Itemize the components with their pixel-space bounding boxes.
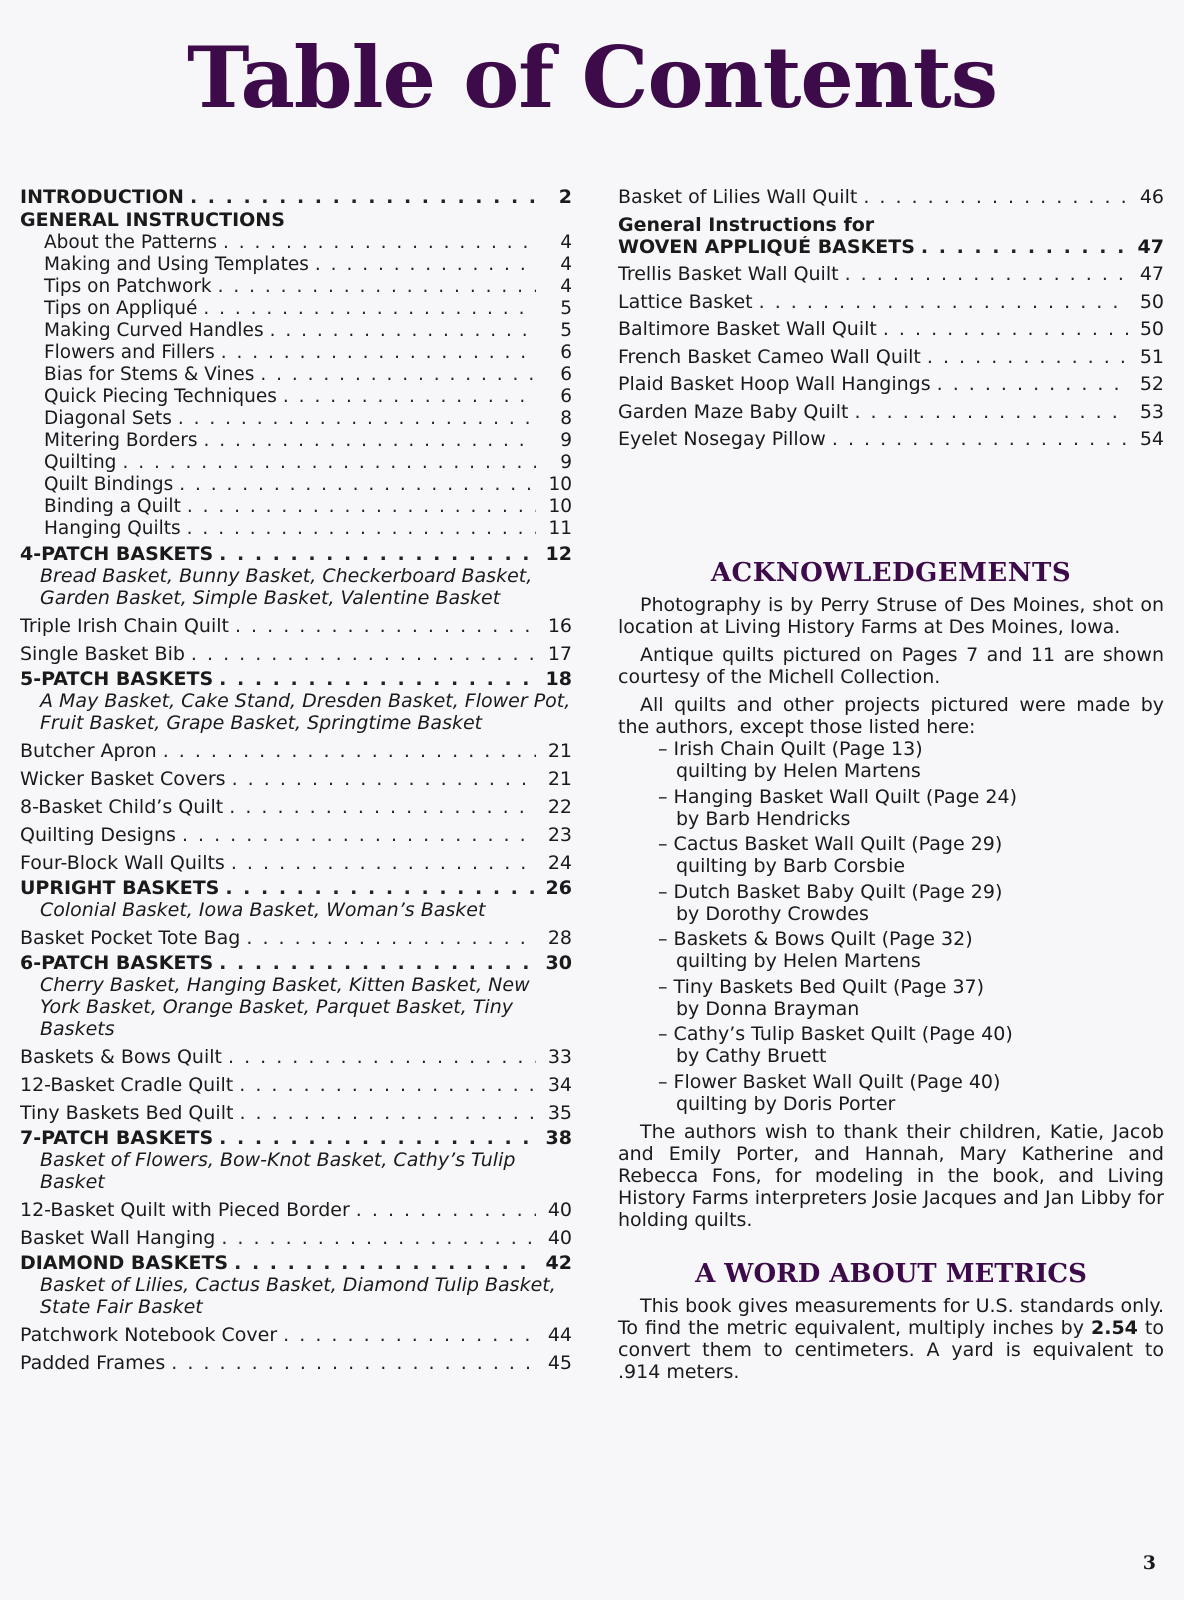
- dot-leader: [191, 643, 536, 665]
- entry-title: Tips on Patchwork: [44, 276, 212, 297]
- credit-title: – Dutch Basket Baby Quilt (Page 29): [658, 881, 1002, 903]
- entry-title: About the Patterns: [44, 232, 218, 253]
- entry-title: Making Curved Handles: [44, 320, 264, 341]
- entry-title: Quilting: [44, 452, 117, 473]
- entry-page: 45: [547, 1352, 572, 1374]
- entry-title: Butcher Apron: [20, 740, 157, 762]
- entry-page: 6: [560, 386, 572, 407]
- dot-leader: [235, 615, 536, 637]
- credit-item: [658, 928, 1164, 972]
- section-items-upright: Colonial Basket, Iowa Basket, Woman’s Basket: [40, 899, 486, 921]
- woven-applique-row: [618, 236, 1164, 258]
- dot-leader: [218, 276, 536, 298]
- entry-title: Patchwork Notebook Cover: [20, 1324, 278, 1346]
- entry-page: 22: [547, 796, 572, 818]
- entry-page: 47: [1137, 235, 1164, 258]
- entry-title: 6-PATCH BASKETS: [20, 952, 214, 974]
- entry-title: Quilt Bindings: [44, 474, 174, 495]
- toc-entry-notebook-cover[interactable]: [20, 1324, 572, 1346]
- dot-leader: [122, 452, 536, 474]
- acknowledgements-heading: ACKNOWLEDGEMENTS: [710, 558, 1072, 588]
- dot-leader: [863, 186, 1128, 208]
- entry-page: 18: [545, 668, 572, 690]
- entry-title: UPRIGHT BASKETS: [20, 877, 220, 899]
- toc-entry-pocket-tote[interactable]: [20, 927, 572, 949]
- toc-entry-general-instruction[interactable]: [20, 430, 572, 452]
- dot-leader: [270, 320, 536, 342]
- dot-leader: [239, 1074, 536, 1096]
- dot-leader: [182, 824, 536, 846]
- entry-page: 23: [547, 824, 572, 846]
- entry-title: Wicker Basket Covers: [20, 768, 226, 790]
- entry-page: 51: [1139, 345, 1164, 368]
- entry-page: 21: [547, 740, 572, 762]
- dot-leader: [179, 474, 536, 496]
- credit-by: quilting by Barb Corsbie: [676, 855, 906, 877]
- dot-leader: [219, 952, 536, 974]
- dot-leader: [171, 1352, 536, 1374]
- section-items-diamond: Basket of Lilies, Cactus Basket, Diamond Tulip Basket, State Fair Basket: [40, 1274, 556, 1318]
- dot-leader: [225, 877, 536, 899]
- entry-page: 6: [560, 364, 572, 385]
- toc-entry-upright[interactable]: [20, 877, 572, 899]
- dot-leader: [231, 852, 536, 874]
- entry-page: 9: [560, 430, 572, 451]
- credit-by: quilting by Doris Porter: [676, 1092, 896, 1115]
- entry-page: 4: [560, 276, 572, 297]
- dot-leader: [315, 254, 536, 276]
- entry-page: 5: [560, 320, 572, 341]
- dot-leader: [883, 318, 1128, 340]
- entry-title: DIAMOND BASKETS: [20, 1252, 229, 1274]
- dot-leader: [832, 428, 1128, 450]
- dot-leader: [219, 668, 536, 690]
- general-instructions-list: [20, 232, 572, 540]
- toc-entry-4-patch[interactable]: [20, 543, 572, 565]
- dot-leader: [221, 342, 536, 364]
- toc-entry-general-instruction[interactable]: [20, 320, 572, 342]
- toc-section-general-instructions: GENERAL INSTRUCTIONS: [20, 209, 285, 231]
- credit-title: – Tiny Baskets Bed Quilt (Page 37): [658, 976, 984, 998]
- dot-leader: [283, 386, 536, 408]
- dot-leader: [219, 543, 536, 565]
- entry-title: Bias for Stems & Vines: [44, 364, 255, 385]
- toc-entry-lilies-wall[interactable]: [618, 186, 1164, 208]
- credit-item: [658, 833, 1164, 877]
- ack-paragraph-antique: Antique quilts pictured on Pages 7 and 11 are shown courtesy of the Michell Collection.: [618, 644, 1164, 688]
- entry-page: 46: [1139, 186, 1164, 208]
- toc-entry-padded-frames[interactable]: [20, 1352, 572, 1374]
- section-items-4-patch: Bread Basket, Bunny Basket, Checkerboard Basket, Garden Basket, Simple Basket, Valentine Basket: [40, 565, 533, 609]
- entry-page: 42: [545, 1252, 572, 1274]
- entry-title: Padded Frames: [20, 1352, 166, 1374]
- entry-page: 40: [547, 1199, 572, 1221]
- entry-title: 12-Basket Quilt with Pieced Border: [20, 1199, 350, 1221]
- dot-leader: [178, 408, 536, 430]
- toc-entry-general-instruction[interactable]: [20, 342, 572, 364]
- toc-entry-general-instruction[interactable]: [20, 254, 572, 276]
- credit-by: by Barb Hendricks: [676, 807, 851, 830]
- metrics-heading: A WORD ABOUT METRICS: [695, 1258, 1087, 1289]
- dot-leader: [937, 373, 1128, 395]
- dot-leader: [921, 236, 1128, 258]
- dot-leader: [187, 496, 536, 518]
- toc-entry-trellis[interactable]: [618, 263, 1164, 285]
- toc-entry-general-instruction[interactable]: [20, 276, 572, 298]
- entry-page: 10: [548, 474, 572, 495]
- entry-title: Baskets & Bows Quilt: [20, 1046, 222, 1068]
- entry-title: Tiny Baskets Bed Quilt: [20, 1102, 234, 1124]
- metrics-text-before: This book gives measurements for U.S. standards only. To find the metric equivalent, multiply inches by: [618, 1294, 1164, 1339]
- dot-leader: [845, 263, 1128, 285]
- entry-title: Baltimore Basket Wall Quilt: [618, 318, 877, 340]
- entry-title: Quick Piecing Techniques: [44, 386, 277, 407]
- dot-leader: [203, 298, 536, 320]
- toc-entry-cradle-quilt[interactable]: [20, 1074, 572, 1096]
- toc-entry-general-instruction[interactable]: [20, 232, 572, 254]
- toc-entry-baskets-bows[interactable]: [20, 1046, 572, 1068]
- credit-title: – Cathy’s Tulip Basket Quilt (Page 40): [658, 1023, 1013, 1045]
- toc-entry-tiny-bed[interactable]: [20, 1102, 572, 1124]
- entry-page: 50: [1139, 318, 1164, 340]
- entry-title: Plaid Basket Hoop Wall Hangings: [618, 373, 931, 395]
- toc-entry-general-instruction[interactable]: [20, 364, 572, 386]
- credit-title: – Irish Chain Quilt (Page 13): [658, 738, 923, 760]
- entry-title: 4-PATCH BASKETS: [20, 543, 214, 565]
- entry-title: Eyelet Nosegay Pillow: [618, 428, 826, 450]
- dot-leader: [219, 1127, 536, 1149]
- entry-title: 7-PATCH BASKETS: [20, 1127, 214, 1149]
- entry-page: 50: [1139, 290, 1164, 313]
- entry-page: 10: [548, 496, 572, 517]
- entry-page: 12: [545, 543, 572, 565]
- entry-page: 38: [545, 1127, 572, 1149]
- toc-entry-general-instruction[interactable]: [20, 474, 572, 496]
- entry-title: Making and Using Templates: [44, 254, 309, 275]
- entry-title: Triple Irish Chain Quilt: [20, 615, 229, 637]
- entry-page: 24: [547, 852, 572, 874]
- dot-leader: [229, 796, 536, 818]
- entry-page: 44: [547, 1324, 572, 1346]
- dot-leader: [223, 232, 536, 254]
- ack-paragraph-photography: Photography is by Perry Struse of Des Moines, shot on location at Living History Farms at Des Moines, Iowa.: [618, 594, 1164, 638]
- entry-page: 52: [1139, 373, 1164, 395]
- entry-title: Basket of Lilies Wall Quilt: [618, 186, 858, 208]
- toc-entry-single-basket-bib[interactable]: [20, 643, 572, 665]
- entry-page: 30: [545, 952, 572, 974]
- toc-left-column: [20, 186, 572, 1374]
- credit-title: – Baskets & Bows Quilt (Page 32): [658, 928, 973, 950]
- credit-item: [658, 738, 1164, 782]
- entry-page: 17: [547, 643, 572, 665]
- page-title: Table of Contents: [187, 28, 997, 127]
- credits-list: [618, 738, 1164, 1115]
- entry-page: 34: [547, 1074, 572, 1096]
- toc-entry-general-instruction[interactable]: [20, 452, 572, 474]
- page-number: 3: [1142, 1552, 1156, 1574]
- entry-page: 9: [560, 452, 572, 473]
- dot-leader: [356, 1199, 536, 1221]
- entry-title: Basket Wall Hanging: [20, 1227, 216, 1249]
- dot-leader: [228, 1046, 536, 1068]
- entry-title: Quilting Designs: [20, 824, 176, 846]
- ack-paragraph-thanks: The authors wish to thank their children, Katie, Jacob and Emily Porter, and Hannah, Mary Katherine and Rebecca Fons, for modeling in the book, and Living History Farms interpreters Josie Jacques and Jan Libby for holding quilts.: [618, 1120, 1164, 1231]
- entry-title: 12-Basket Cradle Quilt: [20, 1074, 234, 1096]
- toc-entry-woven-applique[interactable]: [618, 214, 1164, 258]
- toc-entry-triple-irish-chain[interactable]: [20, 615, 572, 637]
- metrics-text-after: to convert them to centimeters. A yard is equivalent to .914 meters.: [618, 1316, 1164, 1383]
- toc-entry-5-patch[interactable]: [20, 668, 572, 690]
- dot-leader: [232, 768, 536, 790]
- entry-title: INTRODUCTION: [20, 186, 184, 208]
- entry-title: French Basket Cameo Wall Quilt: [618, 345, 921, 368]
- entry-page: 53: [1139, 400, 1164, 423]
- dot-leader: [221, 1227, 536, 1249]
- entry-title: Flowers and Fillers: [44, 342, 215, 363]
- entry-prefix: General Instructions for: [618, 213, 875, 236]
- dot-leader: [759, 291, 1128, 313]
- toc-entry-general-instruction[interactable]: [20, 386, 572, 408]
- entry-page: 16: [547, 615, 572, 637]
- toc-entry-diamond[interactable]: [20, 1252, 572, 1274]
- entry-title: Hanging Quilts: [44, 518, 181, 539]
- dot-leader: [163, 740, 536, 762]
- credit-by: by Donna Brayman: [676, 997, 860, 1020]
- entry-page: 11: [548, 518, 572, 539]
- metrics-paragraph: [618, 1295, 1164, 1383]
- dot-leader: [260, 364, 536, 386]
- ack-paragraph-projects: All quilts and other projects pictured were made by the authors, except those listed here:: [618, 694, 1164, 738]
- toc-entry-general-instruction[interactable]: [20, 298, 572, 320]
- credit-title: – Hanging Basket Wall Quilt (Page 24): [658, 786, 1017, 808]
- entry-title: Four-Block Wall Quilts: [20, 852, 225, 874]
- toc-entry-quilting-designs[interactable]: [20, 824, 572, 846]
- entry-title: 8-Basket Child’s Quilt: [20, 796, 224, 818]
- entry-title: Basket Pocket Tote Bag: [20, 927, 241, 949]
- toc-entry-8-basket-quilt[interactable]: [20, 796, 572, 818]
- toc-entry-6-patch[interactable]: [20, 952, 572, 974]
- credit-by: by Dorothy Crowdes: [676, 902, 869, 925]
- entry-page: 33: [547, 1046, 572, 1068]
- entry-title: Mitering Borders: [44, 430, 198, 451]
- section-items-7-patch: Basket of Flowers, Bow-Knot Basket, Cathy’s Tulip Basket: [40, 1149, 516, 1193]
- toc-entry-lattice[interactable]: [618, 291, 1164, 313]
- toc-entry-pieced-border[interactable]: [20, 1199, 572, 1221]
- dot-leader: [234, 1252, 536, 1274]
- credit-item: [658, 1071, 1164, 1115]
- credit-item: [658, 786, 1164, 830]
- dot-leader: [246, 927, 536, 949]
- dot-leader: [187, 518, 536, 540]
- entry-title: Garden Maze Baby Quilt: [618, 400, 849, 423]
- entry-title: WOVEN APPLIQUÉ BASKETS: [618, 235, 915, 258]
- dot-leader: [204, 430, 537, 452]
- dot-leader: [190, 186, 536, 209]
- entry-title: Single Basket Bib: [20, 643, 185, 665]
- toc-entry-general-instruction[interactable]: [20, 518, 572, 540]
- toc-right-column: [618, 186, 1164, 1383]
- entry-title: Lattice Basket: [618, 290, 753, 313]
- entry-page: 26: [545, 877, 572, 899]
- toc-entry-four-block[interactable]: [20, 852, 572, 874]
- toc-entry-wicker-covers[interactable]: [20, 768, 572, 790]
- toc-entry-plaid-hoop[interactable]: [618, 373, 1164, 395]
- toc-entry-french-cameo[interactable]: [618, 346, 1164, 368]
- entry-title: Tips on Appliqué: [44, 298, 198, 319]
- entry-page: 5: [560, 298, 572, 319]
- credit-item: [658, 976, 1164, 1020]
- credit-by: quilting by Helen Martens: [676, 760, 921, 782]
- entry-title: Diagonal Sets: [44, 408, 172, 429]
- entry-title: Trellis Basket Wall Quilt: [618, 263, 839, 285]
- entry-page: 2: [558, 186, 572, 208]
- entry-page: 21: [547, 768, 572, 790]
- dot-leader: [239, 1102, 536, 1124]
- toc-entry-wall-hanging[interactable]: [20, 1227, 572, 1249]
- entry-page: 8: [560, 408, 572, 429]
- entry-page: 4: [560, 232, 572, 253]
- toc-entry-general-instruction[interactable]: [20, 408, 572, 430]
- section-items-6-patch: Cherry Basket, Hanging Basket, Kitten Basket, New York Basket, Orange Basket, Parquet Basket, Tiny Baskets: [40, 974, 530, 1040]
- metrics-factor: 2.54: [1091, 1316, 1138, 1339]
- credit-by: by Cathy Bruett: [676, 1045, 827, 1067]
- credit-by: quilting by Helen Martens: [676, 950, 921, 972]
- toc-entry-garden-maze[interactable]: [618, 401, 1164, 423]
- toc-entry-eyelet-pillow[interactable]: [618, 428, 1164, 450]
- entry-title: 5-PATCH BASKETS: [20, 668, 214, 690]
- toc-entry-general-instruction[interactable]: [20, 496, 572, 518]
- credit-title: – Flower Basket Wall Quilt (Page 40): [658, 1071, 1000, 1093]
- toc-entry-introduction[interactable]: [20, 186, 572, 209]
- credit-item: [658, 881, 1164, 925]
- toc-entry-7-patch[interactable]: [20, 1127, 572, 1149]
- entry-page: 47: [1139, 263, 1164, 285]
- entry-title: Binding a Quilt: [44, 496, 181, 517]
- entry-page: 35: [547, 1102, 572, 1124]
- section-items-5-patch: A May Basket, Cake Stand, Dresden Basket, Flower Pot, Fruit Basket, Grape Basket, Springtime Basket: [40, 690, 571, 734]
- credit-title: – Cactus Basket Wall Quilt (Page 29): [658, 833, 1002, 855]
- toc-entry-butcher-apron[interactable]: [20, 740, 572, 762]
- entry-page: 40: [547, 1227, 572, 1249]
- dot-leader: [927, 346, 1128, 368]
- dot-leader: [854, 401, 1128, 423]
- entry-page: 28: [547, 927, 572, 949]
- dot-leader: [283, 1324, 536, 1346]
- entry-page: 4: [560, 254, 572, 275]
- entry-page: 6: [560, 342, 572, 363]
- entry-page: 54: [1139, 428, 1164, 450]
- credit-item: [658, 1023, 1164, 1067]
- toc-entry-baltimore[interactable]: [618, 318, 1164, 340]
